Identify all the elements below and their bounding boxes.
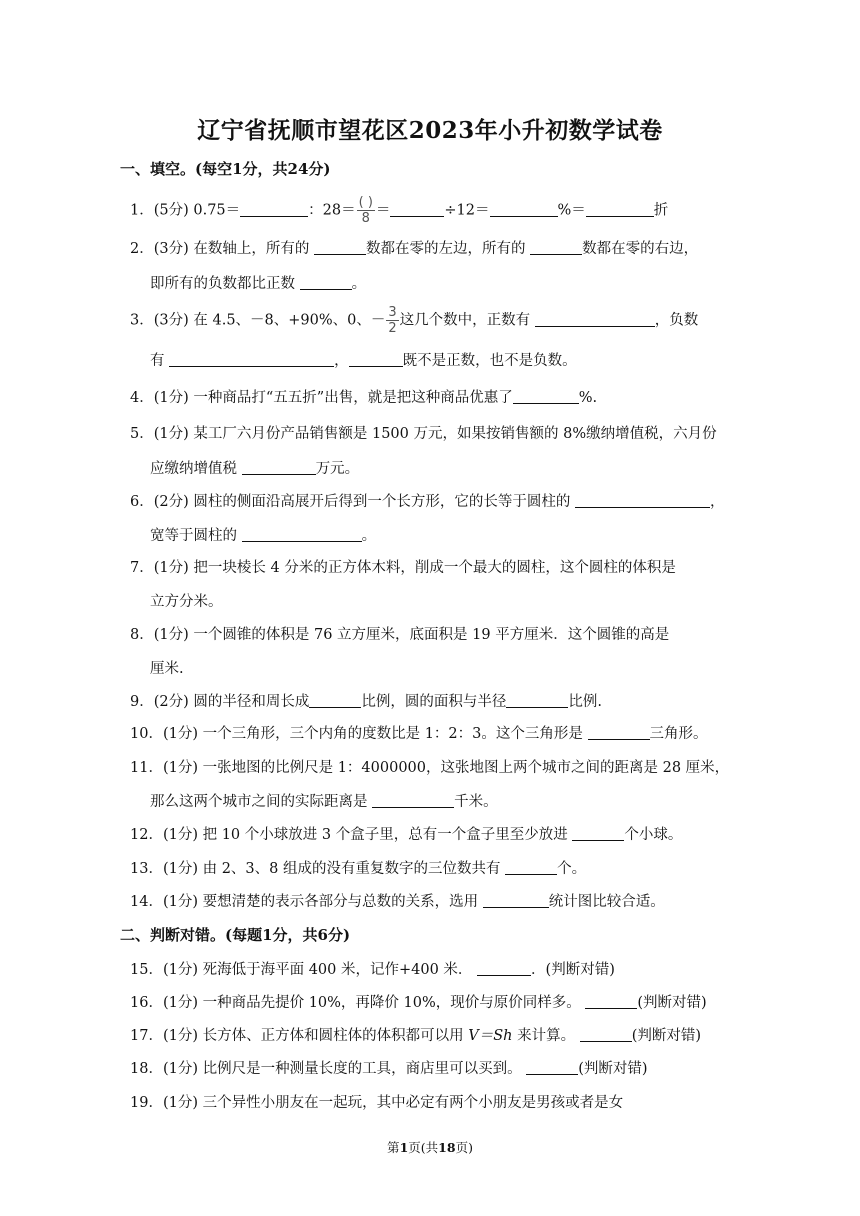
fraction: $\frac{3}{2}$	[388, 305, 397, 336]
answer-blank[interactable]	[588, 725, 650, 740]
question-10: 10．(1分) 一个三角形，三个内角的度数比是 1：2：3。这个三角形是 三角形。	[130, 726, 708, 742]
answer-blank[interactable]	[390, 202, 444, 217]
question-3: 3．(3分) 在 4.5、－8、+90%、0、－ $\frac{3}{2}$ 这几个数中，正数有 ，负数	[130, 305, 699, 336]
answer-blank[interactable]	[300, 275, 352, 290]
question-8-cont: 厘米.	[150, 661, 184, 677]
question-5-cont: 应缴纳增值税 万元。	[150, 461, 360, 477]
question-8: 8．(1分) 一个圆锥的体积是 76 立方厘米，底面积是 19 平方厘米．这个圆锥的高是	[130, 627, 670, 643]
formula: V＝Sh	[468, 1028, 513, 1044]
answer-blank[interactable]	[314, 240, 366, 255]
question-9: 9．(2分) 圆的半径和周长成 比例，圆的面积与半径 比例.	[130, 694, 602, 710]
question-11: 11．(1分) 一张地图的比例尺是 1：4000000，这张地图上两个城市之间的距离是 28 厘米，	[130, 760, 730, 776]
question-12: 12．(1分) 把 10 个小球放进 3 个盒子里，总有一个盒子里至少放进 个小球。	[130, 827, 683, 843]
answer-blank[interactable]	[169, 352, 334, 367]
question-17: 17．(1分) 长方体、正方体和圆柱体的体积都可以用 V＝Sh 来计算。 (判断对错)	[130, 1028, 702, 1044]
question-5: 5．(1分) 某工厂六月份产品销售额是 1500 万元，如果按销售额的 8%缴纳增值税，六月份	[130, 426, 717, 442]
page-title: 辽宁省抚顺市望花区2023年小升初数学试卷	[197, 117, 663, 144]
question-6: 6．(2分) 圆柱的侧面沿高展开后得到一个长方形，它的长等于圆柱的 ，	[130, 494, 725, 510]
answer-blank[interactable]	[309, 693, 361, 708]
page-footer: 第1页(共18页)	[387, 1140, 473, 1155]
question-11-cont: 那么这两个城市之间的实际距离是 千米。	[150, 794, 498, 810]
answer-blank[interactable]	[490, 202, 558, 217]
answer-blank[interactable]	[242, 460, 316, 475]
answer-blank[interactable]	[575, 493, 710, 508]
answer-blank[interactable]	[535, 312, 655, 327]
section-heading-fill-blank: 一、填空。(每空1分，共24分)	[120, 160, 331, 178]
answer-blank[interactable]	[586, 202, 654, 217]
answer-blank[interactable]	[572, 826, 624, 841]
answer-blank[interactable]	[240, 202, 308, 217]
question-19: 19．(1分) 三个异性小朋友在一起玩，其中必定有两个小朋友是男孩或者是女	[130, 1095, 624, 1111]
answer-blank[interactable]	[513, 389, 579, 404]
answer-blank[interactable]	[585, 994, 637, 1009]
answer-blank[interactable]	[506, 693, 568, 708]
question-15: 15．(1分) 死海低于海平面 400 米，记作+400 米． ．(判断对错)	[130, 962, 615, 978]
answer-blank[interactable]	[372, 793, 454, 808]
answer-blank[interactable]	[242, 527, 362, 542]
question-4: 4．(1分) 一种商品打“五五折”出售，就是把这种商品优惠了 %.	[130, 390, 598, 406]
question-18: 18．(1分) 比例尺是一种测量长度的工具，商店里可以买到。 (判断对错)	[130, 1061, 648, 1077]
answer-blank[interactable]	[349, 352, 403, 367]
section-heading-true-false: 二、判断对错。(每题1分，共6分)	[120, 926, 351, 944]
answer-blank[interactable]	[580, 1027, 632, 1042]
answer-blank[interactable]	[483, 893, 549, 908]
question-7-cont: 立方分米。	[150, 594, 223, 610]
question-1: 1．(5分) 0.75＝ ：28＝ $\frac{( )}{8}$ ＝ ÷12＝ %＝ 折	[130, 195, 669, 226]
answer-blank[interactable]	[505, 860, 557, 875]
question-2: 2．(3分) 在数轴上，所有的 数都在零的左边，所有的 数都在零的右边，	[130, 241, 699, 257]
question-3-cont: 有 ， 既不是正数，也不是负数。	[150, 353, 577, 369]
question-14: 14．(1分) 要想清楚的表示各部分与总数的关系，选用 统计图比较合适。	[130, 894, 665, 910]
question-16: 16．(1分) 一种商品先提价 10%，再降价 10%，现价与原价同样多。 (判断对错)	[130, 995, 707, 1011]
fraction: $\frac{( )}{8}$	[358, 195, 373, 226]
question-7: 7．(1分) 把一块棱长 4 分米的正方体木料，削成一个最大的圆柱，这个圆柱的体积是	[130, 560, 676, 576]
page-total: 18	[438, 1140, 456, 1155]
page-number: 1	[399, 1140, 409, 1155]
question-13: 13．(1分) 由 2、3、8 组成的没有重复数字的三位数共有 个。	[130, 861, 587, 877]
question-2-cont: 即所有的负数都比正数 。	[150, 276, 367, 292]
answer-blank[interactable]	[526, 1060, 578, 1075]
answer-blank[interactable]	[530, 240, 582, 255]
answer-blank[interactable]	[477, 961, 531, 976]
question-6-cont: 宽等于圆柱的 。	[150, 528, 377, 544]
